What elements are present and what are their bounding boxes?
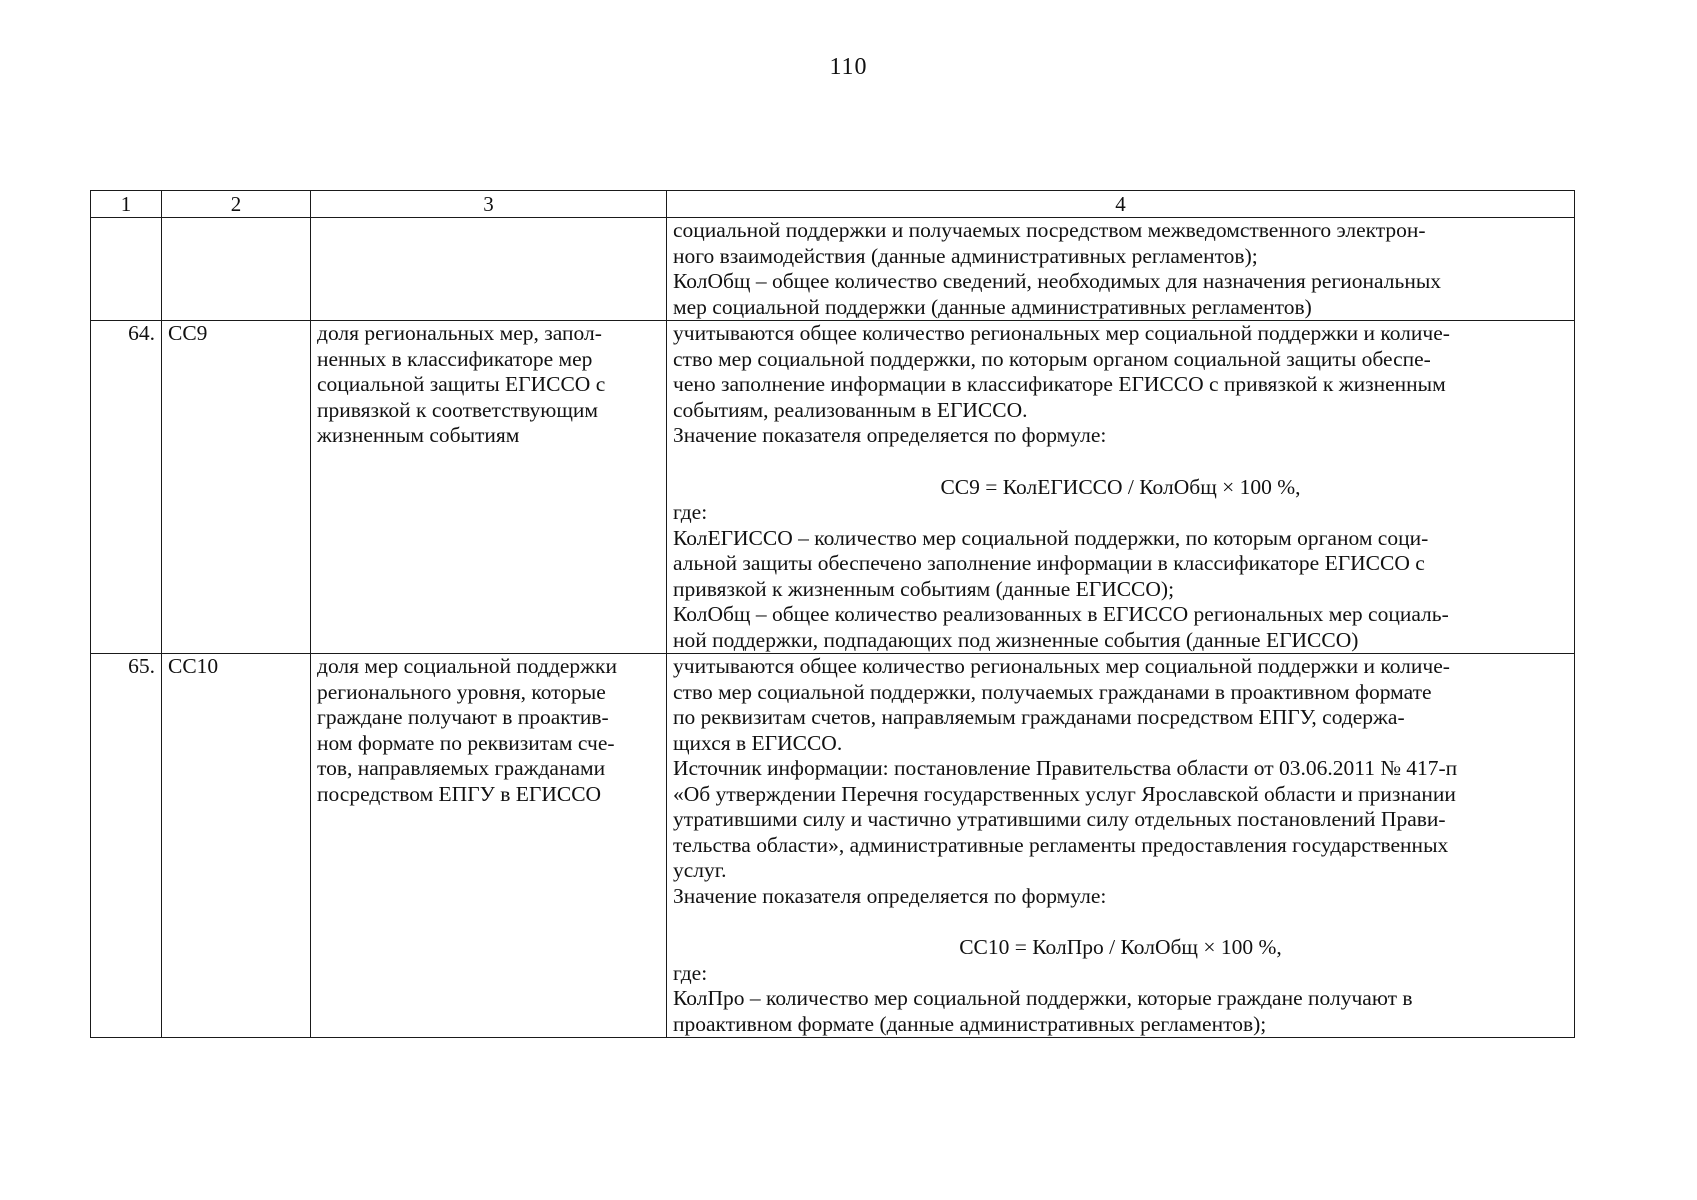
header-cell-4: 4 [667,191,1575,218]
text-line: Источник информации: постановление Правительства области от 03.06.2011 № 417-п [673,756,1458,780]
header-cell-3: 3 [311,191,667,218]
indicator-name [311,654,667,1038]
table-row [91,321,1575,654]
text-line: ство мер социальной поддержки, получаемых гражданами в проактивном формате [673,679,1432,704]
text-line: щихся в ЕГИССО. [673,730,843,755]
text-line: Значение показателя определяется по формуле: [673,883,1107,908]
text-line: жизненным событиям [317,423,520,447]
text-line: ной поддержки, подпадающих под жизненные события (данные ЕГИССО) [673,627,1359,652]
header-cell-1: 1 [91,191,162,218]
code-cell [162,218,311,321]
text-line: ненных в классификаторе мер [317,346,593,371]
text-line: привязкой к соответствующим [317,397,599,422]
text-line: Значение показателя определяется по формуле: [673,423,1107,447]
row-number: 64. [91,321,162,654]
num-cell [91,218,162,321]
text-line: граждане получают в проактив- [317,705,609,729]
table-header-row [91,191,1575,218]
text-line: доля мер социальной поддержки [317,654,617,678]
text-line: регионального уровня, которые [317,679,606,704]
text-line: учитываются общее количество региональных мер социальной поддержки и количе- [673,321,1450,345]
indicator-table [90,190,1575,1038]
text-line: по реквизитам счетов, направляемым гражданами посредством ЕПГУ, содержа- [673,705,1405,729]
text-line: ство мер социальной поддержки, по которым органом социальной защиты обеспе- [673,346,1431,371]
formula: СС9 = КолЕГИССО / КолОбщ × 100 %, [940,474,1301,499]
text-line: привязкой к жизненным событиям (данные ЕГИССО); [673,576,1175,601]
text-line: КолОбщ – общее количество сведений, необходимых для назначения региональных [673,269,1442,293]
description-cell [667,654,1575,1038]
text-line: «Об утверждении Перечня государственных услуг Ярославской области и признании [673,781,1456,806]
description-cell [667,218,1575,321]
name-cell [311,218,667,321]
indicator-name [311,321,667,654]
table-row [91,654,1575,1038]
indicator-code: СС9 [162,321,311,654]
text-line: чено заполнение информации в классификаторе ЕГИССО с привязкой к жизненным [673,372,1446,396]
text-line: утратившими силу и частично утратившими силу отдельных постановлений Прави- [673,807,1446,831]
text-line: ного взаимодействия (данные административных регламентов); [673,243,1258,268]
text-line: ном формате по реквизитам сче- [317,730,615,755]
row-number: 65. [91,654,162,1038]
header-cell-2: 2 [162,191,311,218]
text-line: посредством ЕПГУ в ЕГИССО [317,781,602,806]
text-line: КолЕГИССО – количество мер социальной поддержки, по которым органом соци- [673,525,1429,550]
text-line: тельства области», административные регламенты предоставления государственных [673,832,1449,857]
text-line: событиям, реализованным в ЕГИССО. [673,397,1028,422]
text-line: где: [673,500,708,524]
text-line: услуг. [673,858,727,882]
formula: СС10 = КолПро / КолОбщ × 100 %, [959,935,1282,959]
indicator-code: СС10 [162,654,311,1038]
text-line: учитываются общее количество региональных мер социальной поддержки и количе- [673,654,1450,678]
text-line: КолПро – количество мер социальной поддержки, которые граждане получают в [673,986,1413,1010]
page-number: 110 [829,54,868,80]
text-line: социальной защиты ЕГИССО с [317,372,606,396]
description-cell [667,321,1575,654]
text-line: социальной поддержки и получаемых посредством межведомственного электрон- [673,218,1426,242]
text-line: проактивном формате (данные административных регламентов); [673,1011,1267,1036]
text-line: альной защиты обеспечено заполнение информации в классификаторе ЕГИССО с [673,551,1425,575]
text-line: тов, направляемых гражданами [317,756,606,780]
text-line: КолОбщ – общее количество реализованных в ЕГИССО региональных мер социаль- [673,602,1449,626]
table-row-continuation [91,218,1575,321]
text-line: мер социальной поддержки (данные административных регламентов) [673,294,1312,319]
text-line: доля региональных мер, запол- [317,321,602,345]
text-line: где: [673,960,708,985]
